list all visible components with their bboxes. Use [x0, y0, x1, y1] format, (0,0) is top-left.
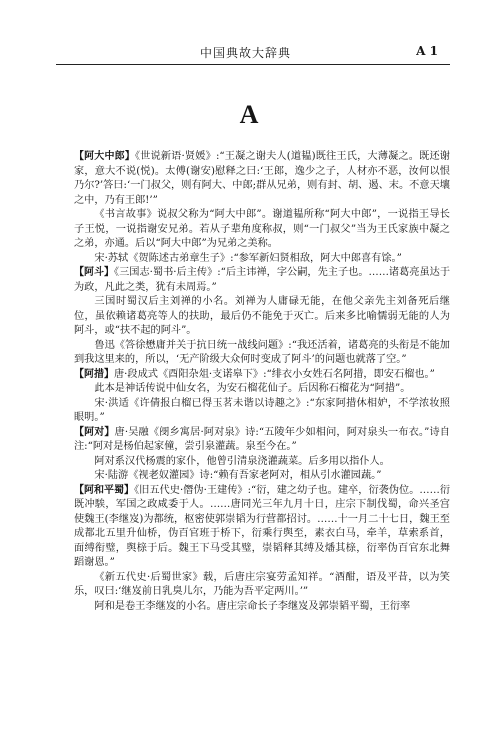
entry-paragraph: 《书言故事》说叔父称为“阿大中郎”。谢道韫所称“阿大中郎”，一说指王导长子王悦，一说指谢安兄弟。若从子辈角度称叔，则“一门叔父”当为王氏家族中凝之之弟，亦通。后以“阿大中郎”为兄弟之美称。 — [74, 209, 450, 249]
section-letter: A — [239, 100, 259, 129]
entry-paragraph — [74, 150, 450, 208]
entry-paragraph: 阿对系汉代杨震的家仆，他曾引清泉浇灌蔬菜。后多用以指仆人。 — [94, 455, 390, 467]
entry-paragraph: 宋·洪适《许倩报白榴已得玉茗未谐以诗趣之》:“东家阿措休相妒，不学浓妆照眼明。” — [74, 397, 450, 423]
entry-paragraph — [74, 368, 450, 383]
dictionary-body — [74, 150, 450, 744]
book-title: 中国典故大辞典 — [200, 46, 292, 60]
entry-paragraph: 宋·苏轼《贺陈述古弟章生子》:“参军新妇贤相敌，阿大中郎喜有馀。” — [94, 252, 402, 264]
entry-paragraph: 此本是神话传说中仙女名，为安石榴花仙子。后因称石榴花为“阿措”。 — [94, 383, 411, 394]
entry-text: 唐·吴融《阌乡寓居·阿对泉》诗:“五陵年少如相问，阿对泉头一布衣。”诗自注:“阿对是杨伯起家僮，尝引泉灌蔬。泉至今在。” — [74, 426, 450, 452]
entry-headword: 【阿斗】 — [74, 267, 114, 278]
entry-headword: 【阿和平蜀】 — [74, 484, 135, 496]
entry-text: 《三国志·蜀书·后主传》:“后主讳禅，字公嗣，先主子也。……诸葛亮虽达于为政，凡此之类，犹有未周焉。” — [74, 267, 450, 293]
entry-text: 唐·段成式《酉阳杂俎·支诺皋下》:“绯衣小女姓石名阿措，即安石榴也。” — [114, 368, 435, 380]
entry-paragraph: 《新五代史·后蜀世家》载，后唐庄宗宴劳孟知祥。“酒酣，语及平昔，以为笑乐，叹曰:‘继岌前日乳臭儿尔，乃能为吾平定两川。’” — [74, 571, 450, 597]
entry-paragraph: 三国时蜀汉后主刘禅的小名。刘禅为人庸碌无能，在他父亲先主刘备死后继位，虽依赖诸葛亮等人的扶助，最后仍不能免于灭亡。后来多比喻懦弱无能的人为阿斗，或“扶不起的阿斗”。 — [74, 296, 450, 336]
header-rule — [56, 64, 450, 65]
entry-text: 《旧五代史·僭伪·王建传》:“衍，建之幼子也。建卒，衍袭伪位。……衍既冲騃，军国之政咸委于人。……唐同光三年九月十日，庄宗下制伐蜀，命兴圣宫使魏王(李继岌)为都统，枢密使郭崇韬为行营都招讨。……十一月二十七日，魏王至成都北五里升仙桥，伪百官班于桥下，衍乘行舆至，素衣白马，牵羊，草索系首，面缚衔璧，舆榇于后。魏王下马受其璧，崇韬释其缚及燔其榇，衍率伪百官东北舞蹈谢恩。” — [74, 484, 450, 568]
entry-paragraph — [74, 266, 450, 295]
entry-paragraph: 鲁迅《答徐懋庸并关于抗日统一战线问题》:“我还活着，诸葛亮的头衔是不能加到我这里来的，所以，‘无产阶级大众何时变成了阿斗’的问题也就落了空。” — [74, 339, 450, 365]
entry-headword: 【阿措】 — [74, 368, 114, 380]
entry-paragraph — [74, 426, 450, 455]
entry-headword: 【阿大中郎】 — [74, 151, 135, 162]
entry-headword: 【阿对】 — [74, 426, 115, 438]
entry-text: 《世说新语·贤媛》:“王凝之谢夫人(道韫)既往王氏，大薄凝之。既还谢家，意大不说(悦)。太傅(谢安)慰释之曰:‘王郎，逸少之子，人材亦不恶，汝何以恨乃尔?’答曰:‘一门叔父，则有阿大、中郎;群从兄弟，则有封、胡、遏、末。不意天壤之中，乃有王郎!’” — [74, 151, 450, 206]
page-number: A 1 — [416, 44, 438, 58]
page-header — [60, 44, 444, 62]
entry-paragraph — [74, 484, 450, 571]
entry-paragraph: 阿和是卷王李继岌的小名。唐庄宗命长子李继岌及郭崇韬平蜀，王衍率 — [94, 600, 411, 612]
entry-paragraph: 宋·陆游《视老奴灌园》诗:“赖有吾家老阿对，相从引水灌园蔬。” — [94, 470, 382, 481]
